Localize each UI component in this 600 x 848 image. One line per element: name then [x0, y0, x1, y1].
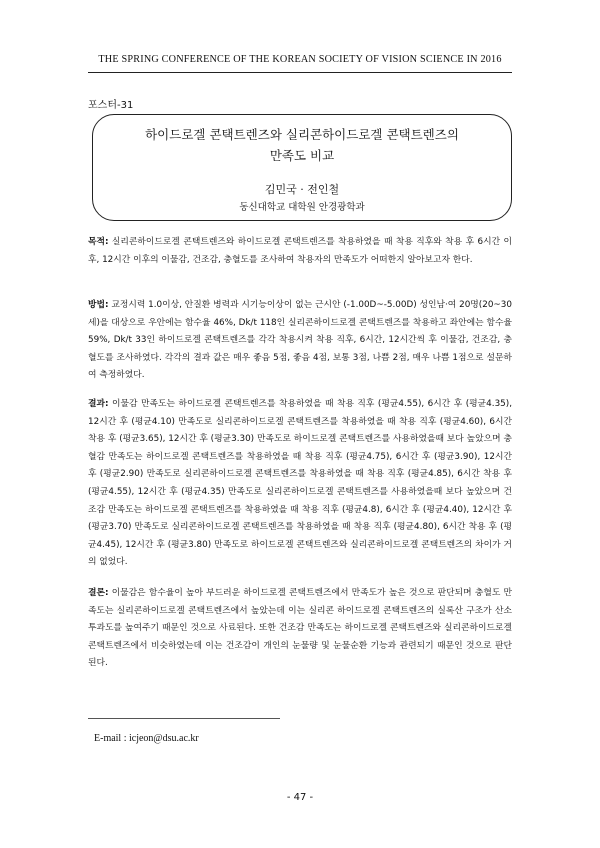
title-line-2: 만족도 비교	[269, 148, 335, 163]
conclusion-text: 이물감은 함수율이 높아 부드러운 하이드로겔 콘택트렌즈에서 만족도가 높은 것으로 판단되며 충혈도 만족도는 실리콘하이드로겔 콘택트렌즈에서 높았는데 이는 실리콘 하이드로겔 콘택트렌즈의 실록산 구조가 산소투과도를 높여주기 때문인 것으로 사료된다. 또한 건조감 만족도는 하이드로겔 콘택트렌즈와 실리콘하이드로겔 콘택트렌즈에서 비슷하였는데 이는 건조감이 개인의 눈물량 및 눈물순환 기능과 관련되기 때문인 것으로 판단된다.	[88, 588, 512, 669]
footnote-rule	[88, 718, 280, 719]
header-rule	[88, 72, 512, 73]
title-box	[92, 114, 512, 221]
conclusion-label: 결론:	[88, 588, 109, 598]
purpose-label: 목적:	[88, 237, 109, 247]
affiliation: 동신대학교 대학원 안경광학과	[239, 202, 365, 213]
result-label: 결과:	[88, 399, 109, 409]
conclusion-section	[88, 585, 512, 673]
page-number: - 47 -	[286, 792, 314, 803]
running-header: THE SPRING CONFERENCE OF THE KOREAN SOCIETY OF VISION SCIENCE IN 2016	[98, 54, 502, 65]
purpose-text: 실리콘하이드로겔 콘택트렌즈와 하이드로겔 콘택트렌즈를 착용하였을 때 착용 직후와 착용 후 6시간 이후, 12시간 이후의 이물감, 건조감, 충혈도를 조사하여 착용자의 만족도가 어떠한지 알아보고자 한다.	[88, 237, 512, 265]
method-label: 방법:	[88, 300, 109, 310]
result-text: 이물감 만족도는 하이드로겔 콘택트렌즈를 착용하였을 때 착용 직후 (평균4.55), 6시간 후 (평균4.35), 12시간 후 (평균4.10) 만족도로 실리콘하이드로겔 콘택트렌즈를 착용하였을 때 착용 직후 (평균4.60), 6시간 착용 후 (평균3.65), 12시간 후 (평균3.30) 만족도로 하이드로겔 콘택트렌즈를 사용하였을때 보다 높았으며 충혈감 만족도는 하이드로겔 콘택트렌즈를 착용하였을 때 착용 직후 (평균4.75), 6시간 후 (평균3.90), 12시간 후 (평균2.90) 만족도로 실리콘하이드로겔 콘택트렌즈를 착용하였을 때 착용 직후 (평균4.85), 6시간 착용 후 (평균4.55), 12시간 후 (평균4.35) 만족도로 실리콘하이드로겔 콘택트렌즈를 사용하였을때 보다 높았으며 건조감 만족도는 하이드로겔 콘택트렌즈를 착용하였을 때 착용 직후 (평균4.8), 6시간 후 (평균4.40), 12시간 후 (평균3.70) 만족도로 실리콘하이드로겔 콘택트렌즈를 착용하였을 때 착용 직후 (평균4.80), 6시간 착용 후 (평균4.45), 12시간 후 (평균3.80) 만족도로 하이드로겔 콘택트렌즈와 실리콘하이드로겔 콘택트렌즈의 차이가 거의 없었다.	[88, 399, 512, 568]
title-line-1: 하이드로겔 콘택트렌즈와 실리콘하이드로겔 콘택트렌즈의	[145, 127, 459, 142]
authors: 김민국 · 전인철	[264, 183, 340, 196]
email-footnote: E-mail : icjeon@dsu.ac.kr	[94, 733, 199, 744]
method-section	[88, 297, 512, 385]
purpose-section	[88, 234, 512, 269]
result-section	[88, 396, 512, 572]
poster-id: 포스터-31	[88, 100, 134, 111]
method-text: 교정시력 1.0이상, 안질환 병력과 시기능이상이 없는 근시안 (-1.00D~-5.00D) 성인남·여 20명(20~30세)을 대상으로 우안에는 함수율 46%, Dk/t 118인 실리콘하이드로겔 콘택트렌즈를 착용하고 좌안에는 함수율 59%, Dk/t 33인 하이드로겔 콘택트렌즈를 각각 착용시켜 착용 직후, 6시간, 12시간씩 후 이물감, 건조감, 충혈도를 조사하였다. 각각의 결과 값은 매우 좋음 5점, 좋음 4점, 보통 3점, 나쁨 2점, 매우 나쁨 1점으로 설문하여 측정하였다.	[88, 300, 512, 381]
